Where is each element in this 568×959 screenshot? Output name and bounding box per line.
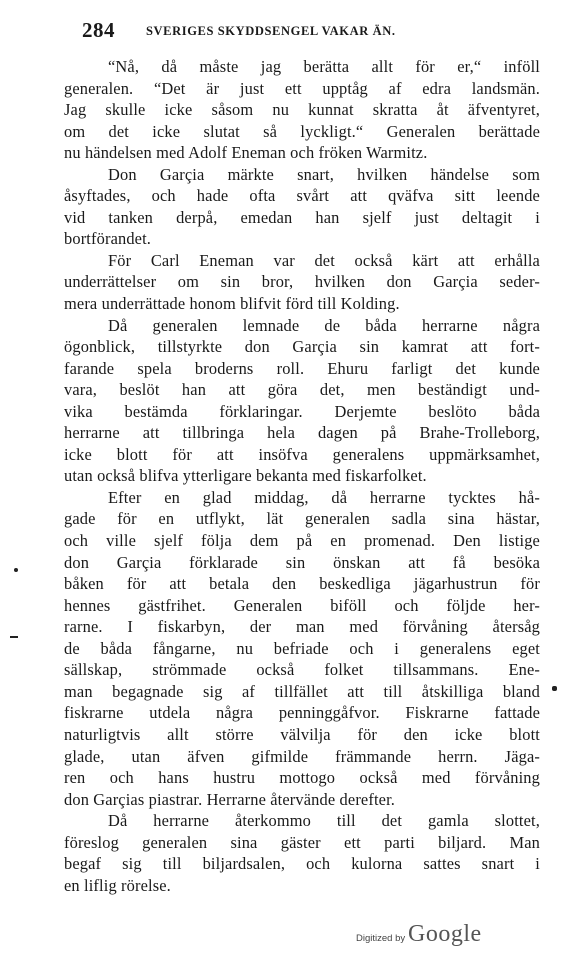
text-line: “Nå, då måste jag berätta allt för er,“ inföll	[108, 57, 540, 76]
text-line: om det icke slutat så lyckligt.“ Generalen berättade	[64, 121, 540, 141]
scan-speck	[552, 686, 557, 691]
digitized-by-label: Digitized by	[356, 933, 406, 944]
text-line: Då herrarne återkommo till det gamla slottet,	[108, 811, 540, 831]
scan-speck	[14, 568, 18, 572]
text-line: åsyftades, och hade ofta svårt att qväfva sitt leende	[64, 186, 540, 206]
text-line: gade för en utflykt, lät generalen sadla sina hästar,	[64, 509, 540, 529]
text-line: hennes gästfrihet. Generalen biföll och följde her-	[64, 595, 540, 615]
text-line: icke blott för att insöfva generalens uppmärksamhet,	[64, 444, 540, 464]
text-line: föreslog generalen sina gäster ett parti biljard. Man	[64, 832, 540, 852]
google-logo: Google	[408, 921, 482, 947]
text-line: de båda fångarne, nu befriade och i generalens eget	[64, 638, 540, 658]
text-line: generalen. “Det är just ett upptåg af edra landsmän.	[64, 78, 540, 98]
text-line: nu händelsen med Adolf Eneman och fröken Warmitz.	[64, 143, 428, 163]
text-line: Jag skulle icke såsom nu kunnat skratta åt äfventyret,	[64, 100, 540, 120]
text-line: vika bestämda förklaringar. Derjemte beslöto båda	[64, 401, 540, 421]
text-line: Då generalen lemnade de båda herrarne några	[108, 315, 540, 335]
text-line: underrättelser om sin bror, hvilken don Garçia seder-	[64, 272, 540, 292]
text-line: farande spela broderns roll. Ehuru farligt det kunde	[64, 358, 540, 378]
text-line: glade, utan äfven gifmilde främmande herrn. Jäga-	[64, 746, 540, 766]
digitization-footer	[350, 921, 550, 951]
text-line: båken för att betala den beskedliga jägarhustrun för	[64, 574, 540, 594]
text-line: don Garçia förklarade sin önskan att få besöka	[64, 552, 540, 572]
running-head: SVERIGES SKYDDSENGEL VAKAR ÄN.	[146, 24, 396, 38]
text-line: naturligtvis allt större välvilja för den icke blott	[64, 724, 540, 744]
text-line: man begagnade sig af tillfället att till åtskilliga bland	[64, 681, 540, 701]
text-line: ren och hans hustru mottogo också med förvåning	[64, 768, 540, 788]
text-line: bortförandet.	[64, 229, 152, 249]
body-text	[64, 56, 540, 896]
text-line: fiskrarne utdela några penninggåfvor. Fiskrarne fattade	[64, 703, 540, 723]
text-line: För Carl Eneman var det också kärt att erhålla	[108, 250, 540, 270]
text-line: mera underrättade honom blifvit förd till Kolding.	[64, 294, 400, 314]
text-line: begaf sig till biljardsalen, och kulorna sattes snart i	[64, 854, 540, 874]
text-line: vid tanken derpå, emedan han sjelf just deltagit i	[64, 207, 540, 227]
page-header	[82, 18, 552, 46]
text-line: Efter en glad middag, då herrarne tycktes hå-	[108, 487, 540, 507]
text-line: och ville sjelf följa dem på en promenad. Den listige	[64, 531, 540, 551]
text-line: don Garçias piastrar. Herrarne återvände derefter.	[64, 789, 396, 809]
text-line: utan också blifva ytterligare bekanta med fiskarfolket.	[64, 466, 427, 486]
text-line: rarne. I fiskarbyn, der man med förvåning återsåg	[64, 617, 540, 637]
page-number: 284	[82, 18, 115, 42]
scan-speck	[10, 636, 18, 638]
text-line: Don Garçia märkte snart, hvilken händelse som	[108, 164, 540, 184]
text-line: vara, beslöt han att göra det, men beständigt und-	[64, 380, 540, 400]
text-line: en liflig rörelse.	[64, 875, 171, 895]
text-line: ögonblick, tillstyrkte don Garçia sin kamrat att fort-	[64, 337, 540, 357]
text-line: herrarne att tillbringa hela dagen på Brahe-Trolleborg,	[64, 423, 540, 443]
text-line: sällskap, strömmade också folket tillsammans. Ene-	[64, 660, 540, 680]
